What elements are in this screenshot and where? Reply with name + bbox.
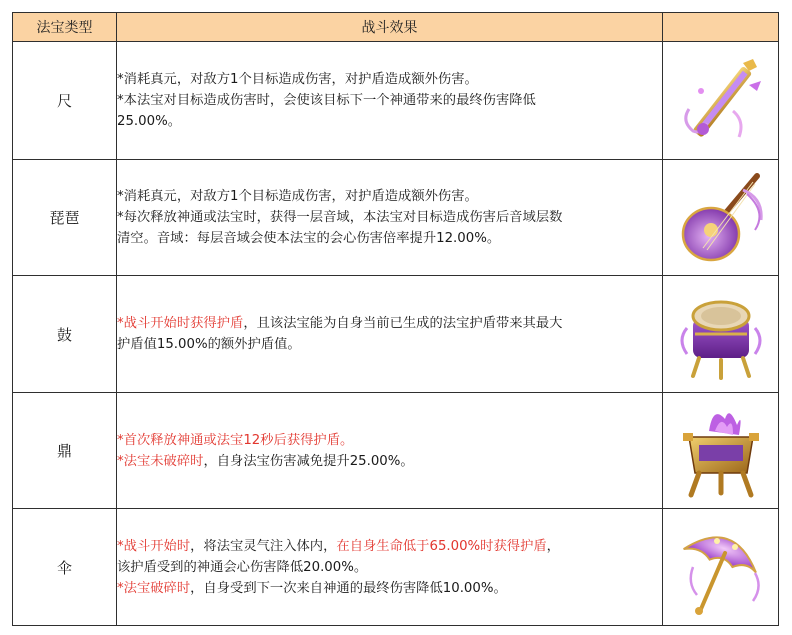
artifact-effect: [117, 42, 663, 160]
effect-line: [117, 536, 662, 557]
effect-text: ，将法宝灵气注入体内，: [190, 538, 337, 554]
artifact-type: 尺: [13, 42, 117, 160]
umbrella-artifact-icon: [673, 517, 769, 617]
artifact-type: 鼓: [13, 276, 117, 393]
artifact-effect: [117, 509, 663, 626]
artifact-image-cell: [663, 42, 779, 160]
pipa-artifact-icon: [673, 168, 769, 268]
artifact-image-cell: [663, 276, 779, 393]
drum-artifact-icon: [673, 284, 769, 384]
table-header-row: [13, 13, 779, 42]
table-row: [13, 160, 779, 276]
effect-line: *每次释放神通或法宝时，获得一层音域，本法宝对目标造成伤害后音域层数: [117, 210, 563, 225]
effect-line: [117, 578, 662, 599]
table-row: [13, 42, 779, 160]
table-row: [13, 276, 779, 393]
effect-highlight: *首次释放神通或法宝12秒后获得护盾。: [117, 432, 354, 448]
artifact-effect: [117, 276, 663, 393]
effect-text: ，自身法宝伤害减免提升25.00%。: [203, 453, 414, 469]
header-image: [663, 13, 779, 42]
effect-line: 25.00%。: [117, 114, 181, 129]
ruler-artifact-icon: [673, 51, 769, 151]
artifact-image-cell: [663, 160, 779, 276]
effect-line: *消耗真元，对敌方1个目标造成伤害，对护盾造成额外伤害。: [117, 72, 478, 87]
effect-highlight: *法宝破碎时: [117, 580, 191, 596]
artifact-type: 伞: [13, 509, 117, 626]
effect-text: ，: [546, 538, 560, 554]
effect-highlight: *战斗开始时: [117, 538, 191, 554]
artifact-type: 鼎: [13, 393, 117, 509]
header-type: 法宝类型: [13, 13, 117, 42]
artifact-type: 琵琶: [13, 160, 117, 276]
artifact-effect: [117, 160, 663, 276]
artifact-image-cell: [663, 393, 779, 509]
effect-text: ，且该法宝能为自身当前已生成的法宝护盾带来其最大: [243, 316, 563, 331]
artifact-effect: [117, 393, 663, 509]
artifact-table: [12, 12, 779, 626]
effect-text: ，自身受到下一次来自神通的最终伤害降低10.00%。: [190, 580, 507, 596]
effect-line: *本法宝对目标造成伤害时，会使该目标下一个神通带来的最终伤害降低: [117, 93, 536, 108]
table-row: [13, 393, 779, 509]
table-row: [13, 509, 779, 626]
artifact-image-cell: [663, 509, 779, 626]
effect-highlight: *法宝未破碎时: [117, 453, 204, 469]
cauldron-artifact-icon: [673, 401, 769, 501]
effect-line: 护盾值15.00%的额外护盾值。: [117, 337, 301, 352]
effect-line: 该护盾受到的神通会心伤害降低20.00%。: [117, 559, 368, 575]
effect-line: 清空。音域：每层音域会使本法宝的会心伤害倍率提升12.00%。: [117, 231, 501, 246]
effect-highlight: 在自身生命低于65.00%时获得护盾: [336, 538, 547, 554]
effect-line: [117, 451, 662, 472]
header-effect: 战斗效果: [117, 13, 663, 42]
effect-line: [117, 313, 662, 334]
effect-line: *消耗真元，对敌方1个目标造成伤害，对护盾造成额外伤害。: [117, 189, 478, 204]
effect-highlight: *战斗开始时获得护盾: [117, 316, 244, 331]
